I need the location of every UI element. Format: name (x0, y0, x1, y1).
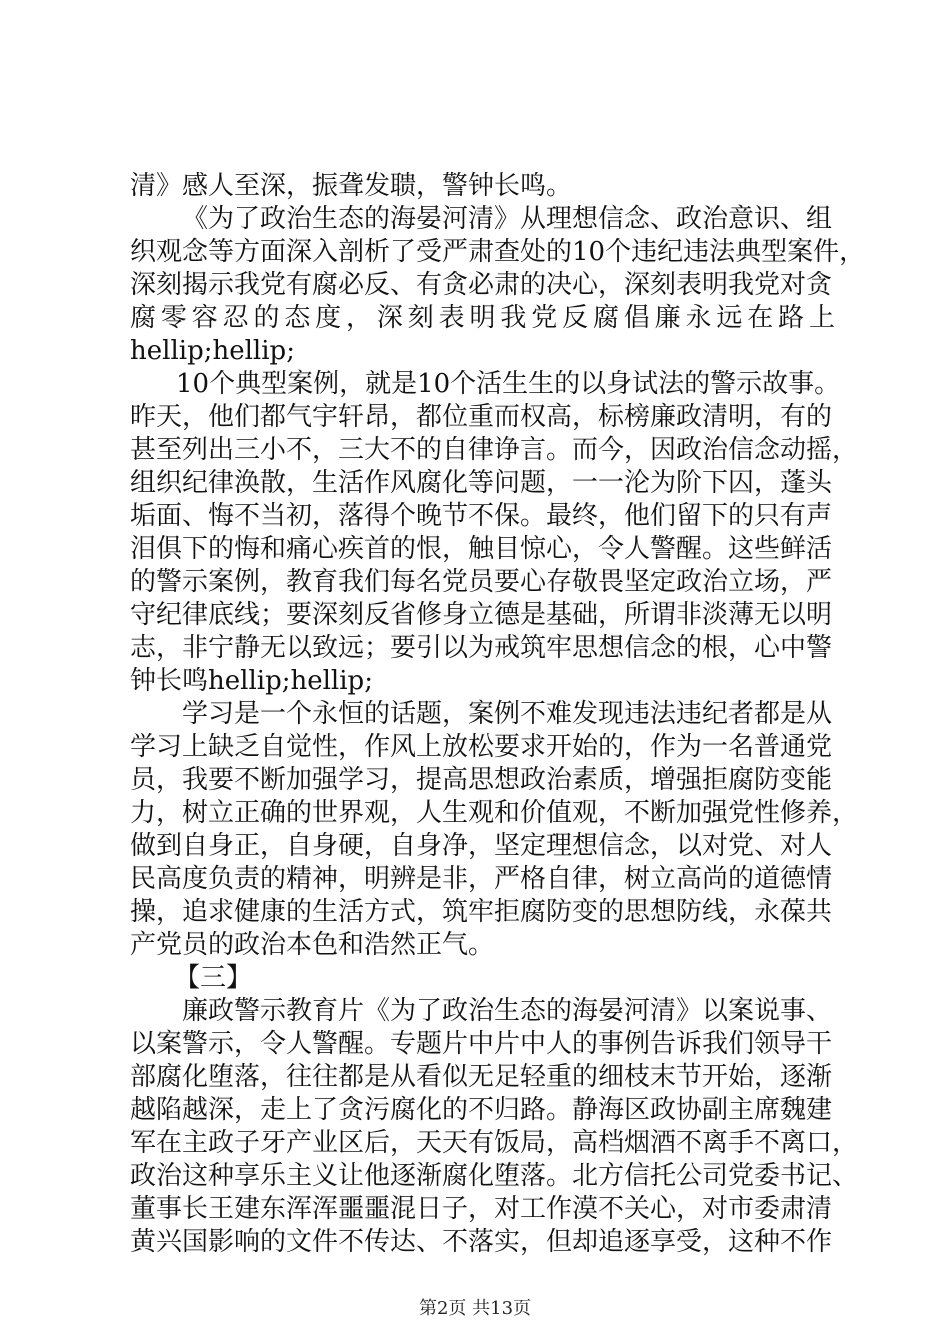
text-line: 组织纪律涣散，生活作风腐化等问题，一一沦为阶下囚，蓬头 (130, 468, 833, 498)
text-line: 垢面、悔不当初，落得个晚节不保。最终，他们留下的只有声 (130, 501, 833, 531)
text-line: 力，树立正确的世界观，人生观和价值观，不断加强党性修养， (130, 798, 859, 828)
text-line: 学习上缺乏自觉性，作风上放松要求开始的，作为一名普通党 (130, 732, 833, 762)
text-line: 10个典型案例，就是10个活生生的以身试法的警示故事。 (176, 369, 841, 399)
text-line: 军在主政子牙产业区后，天天有饭局，高档烟酒不离手不离口， (130, 1128, 859, 1158)
text-line: 董事长王建东浑浑噩噩混日子，对工作漠不关心，对市委肃清 (130, 1194, 833, 1224)
text-line: 操，追求健康的生活方式，筑牢拒腐防变的思想防线，永葆共 (130, 897, 833, 927)
text-line: 泪俱下的悔和痛心疾首的恨，触目惊心，令人警醒。这些鲜活 (130, 534, 833, 564)
text-line: 甚至列出三小不，三大不的自律诤言。而今，因政治信念动摇， (130, 435, 859, 465)
text-line: 学习是一个永恒的话题，案例不难发现违法违纪者都是从 (182, 699, 833, 729)
page-number-footer: 第2页 共13页 (418, 1298, 532, 1319)
section-heading: 【三】 (174, 963, 253, 993)
text-line: 越陷越深，走上了贪污腐化的不归路。静海区政协副主席魏建 (130, 1095, 833, 1125)
text-line: 员，我要不断加强学习，提高思想政治素质，增强拒腐防变能 (130, 765, 833, 795)
text-line: 产党员的政治本色和浩然正气。 (130, 930, 495, 960)
text-line: 部腐化堕落，往往都是从看似无足轻重的细枝末节开始，逐渐 (130, 1062, 833, 1092)
text-line: 志，非宁静无以致远；要引以为戒筑牢思想信念的根，心中警 (130, 633, 833, 663)
text-line: 以案警示，令人警醒。专题片中片中人的事例告诉我们领导干 (130, 1029, 833, 1059)
text-line: 深刻揭示我党有腐必反、有贪必肃的决心，深刻表明我党对贪 (130, 270, 833, 300)
text-line: 黄兴国影响的文件不传达、不落实，但却追逐享受，这种不作 (130, 1227, 833, 1257)
text-line: 昨天，他们都气宇轩昂，都位重而权高，标榜廉政清明，有的 (130, 402, 833, 432)
text-line: 守纪律底线；要深刻反省修身立德是基础，所谓非淡薄无以明 (130, 600, 833, 630)
text-line: 钟长鸣hellip;hellip; (130, 666, 373, 696)
text-line: 做到自身正，自身硬，自身净，坚定理想信念，以对党、对人 (130, 831, 833, 861)
text-line: 民高度负责的精神，明辨是非，严格自律，树立高尚的道德情 (130, 864, 833, 894)
document-body (130, 170, 866, 1259)
text-line: 廉政警示教育片《为了政治生态的海晏河清》以案说事、 (182, 996, 833, 1026)
text-line: 织观念等方面深入剖析了受严肃查处的10个违纪违法典型案件， (130, 237, 866, 267)
text-line: 清》感人至深，振聋发聩，警钟长鸣。 (130, 171, 573, 201)
text-line: hellip;hellip; (130, 336, 295, 366)
text-line: 政治这种享乐主义让他逐渐腐化堕落。北方信托公司党委书记、 (130, 1161, 859, 1191)
text-line: 《为了政治生态的海晏河清》从理想信念、政治意识、组 (182, 204, 833, 234)
text-line: 的警示案例，教育我们每名党员要心存敬畏坚定政治立场，严 (130, 567, 833, 597)
text-line: 腐零容忍的态度，深刻表明我党反腐倡廉永远在路上 (130, 303, 835, 333)
